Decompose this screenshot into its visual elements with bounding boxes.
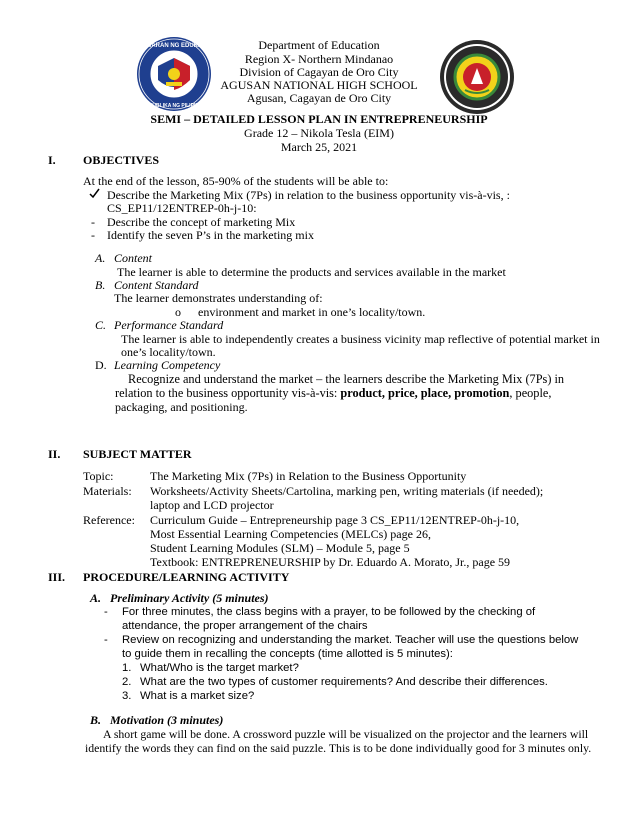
performance-standard-title: Performance Standard: [114, 318, 224, 332]
objectives-intro: At the end of the lesson, 85-90% of the students will be able to:: [83, 174, 389, 188]
section-heading: PROCEDURE/LEARNING ACTIVITY: [83, 570, 290, 584]
reference-value: Student Learning Modules (SLM) – Module 5, page 5: [150, 541, 410, 555]
section-number: I.: [48, 153, 56, 167]
activity-text: For three minutes, the class begins with a prayer, to be followed by the checking of: [122, 606, 536, 618]
content-text: The learner is able to determine the products and services available in the market: [117, 265, 506, 279]
preliminary-activity-title: Preliminary Activity (5 minutes): [110, 591, 269, 605]
reference-label: Reference:: [83, 513, 135, 527]
item-label: B.: [95, 278, 106, 292]
header-address: Agusan, Cagayan de Oro City: [246, 91, 392, 105]
materials-label: Materials:: [83, 484, 132, 498]
materials-value: laptop and LCD projector: [150, 498, 274, 512]
objective-subitem: Identify the seven P’s in the marketing mix: [107, 228, 314, 242]
materials-value: Worksheets/Activity Sheets/Cartolina, marking pen, writing materials (if needed);: [150, 484, 544, 498]
question-number: 3.: [122, 690, 132, 702]
dash-bullet: -: [104, 634, 108, 646]
checkmark-icon: [89, 188, 100, 202]
topic-label: Topic:: [83, 469, 114, 483]
dash-bullet: -: [91, 228, 95, 242]
header-region: Region X- Northern Mindanao: [244, 52, 394, 66]
performance-standard-text: The learner is able to independently creates a business vicinity map reflective of potential market in: [121, 332, 600, 346]
learning-competency-title: Learning Competency: [114, 358, 221, 372]
content-standard-sub: environment and market in one’s locality/town.: [198, 305, 426, 319]
lesson-date: March 25, 2021: [280, 140, 358, 154]
learning-competency-text: relation to the business opportunity vis-à-vis: product, price, place, promotion, people,: [115, 386, 552, 400]
grade-section: Grade 12 – Nikola Tesla (EIM): [244, 126, 394, 140]
activity-text: attendance, the proper arrangement of the chairs: [122, 620, 368, 632]
item-label: B.: [90, 713, 102, 727]
item-label: A.: [95, 251, 106, 265]
circle-bullet: o: [175, 305, 181, 319]
reference-value: Textbook: ENTREPRENEURSHIP by Dr. Eduardo A. Morato, Jr., page 59: [150, 555, 511, 569]
item-label: C.: [95, 318, 107, 332]
objective-item-code: CS_EP11/12ENTREP-0h-j-10:: [107, 201, 257, 215]
dash-bullet: -: [104, 606, 108, 618]
learning-competency-text: Recognize and understand the market – the learners describe the Marketing Mix (7Ps) in: [128, 372, 565, 386]
header-school: AGUSAN NATIONAL HIGH SCHOOL: [220, 78, 418, 92]
item-label: A.: [90, 591, 102, 605]
content-standard-title: Content Standard: [114, 278, 199, 292]
content-standard-text: The learner demonstrates understanding of:: [114, 291, 323, 305]
motivation-text: A short game will be done. A crossword puzzle will be visualized on the projector and the learners will: [103, 727, 589, 741]
activity-text: to guide them in recalling the concepts (time allotted is 5 minutes):: [122, 648, 453, 660]
review-question: What are the two types of customer requirements? And describe their differences.: [140, 676, 548, 688]
reference-value: Most Essential Learning Competencies (MELCs) page 26,: [150, 527, 431, 541]
section-number: III.: [48, 570, 66, 584]
section-heading: OBJECTIVES: [83, 153, 160, 167]
item-label: D.: [95, 358, 107, 372]
section-number: II.: [48, 447, 61, 461]
learning-competency-text: packaging, and positioning.: [115, 400, 248, 414]
content-title: Content: [114, 251, 152, 265]
motivation-text: identify the words they can find on the said puzzle. This is to be done individually good for 3 minutes only.: [85, 741, 592, 755]
review-question: What is a market size?: [140, 690, 255, 702]
objective-item: Describe the Marketing Mix (7Ps) in relation to the business opportunity vis-à-vis, :: [107, 188, 510, 202]
activity-text: Review on recognizing and understanding the market. Teacher will use the questions below: [122, 634, 579, 646]
competency-keywords: product, price, place, promotion: [340, 386, 510, 400]
question-number: 1.: [122, 662, 132, 674]
motivation-title: Motivation (3 minutes): [110, 713, 224, 727]
section-heading: SUBJECT MATTER: [83, 447, 192, 461]
seal-text-top: KAGAWARAN NG EDUKASYON: [128, 43, 220, 49]
document-title: SEMI – DETAILED LESSON PLAN IN ENTREPRENEURSHIP: [150, 112, 488, 126]
topic-value: The Marketing Mix (7Ps) in Relation to the Business Opportunity: [150, 469, 467, 483]
question-number: 2.: [122, 676, 132, 688]
review-question: What/Who is the target market?: [140, 662, 299, 674]
performance-standard-text: one’s locality/town.: [121, 345, 216, 359]
header-division: Division of Cagayan de Oro City: [239, 65, 399, 79]
seal-text-bottom: REPUBLIKA NG PILIPINAS: [142, 103, 206, 109]
dash-bullet: -: [91, 215, 95, 229]
reference-value: Curriculum Guide – Entrepreneurship page 3 CS_EP11/12ENTREP-0h-j-10,: [150, 513, 520, 527]
objective-subitem: Describe the concept of marketing Mix: [107, 215, 296, 229]
header-department: Department of Education: [258, 38, 380, 52]
